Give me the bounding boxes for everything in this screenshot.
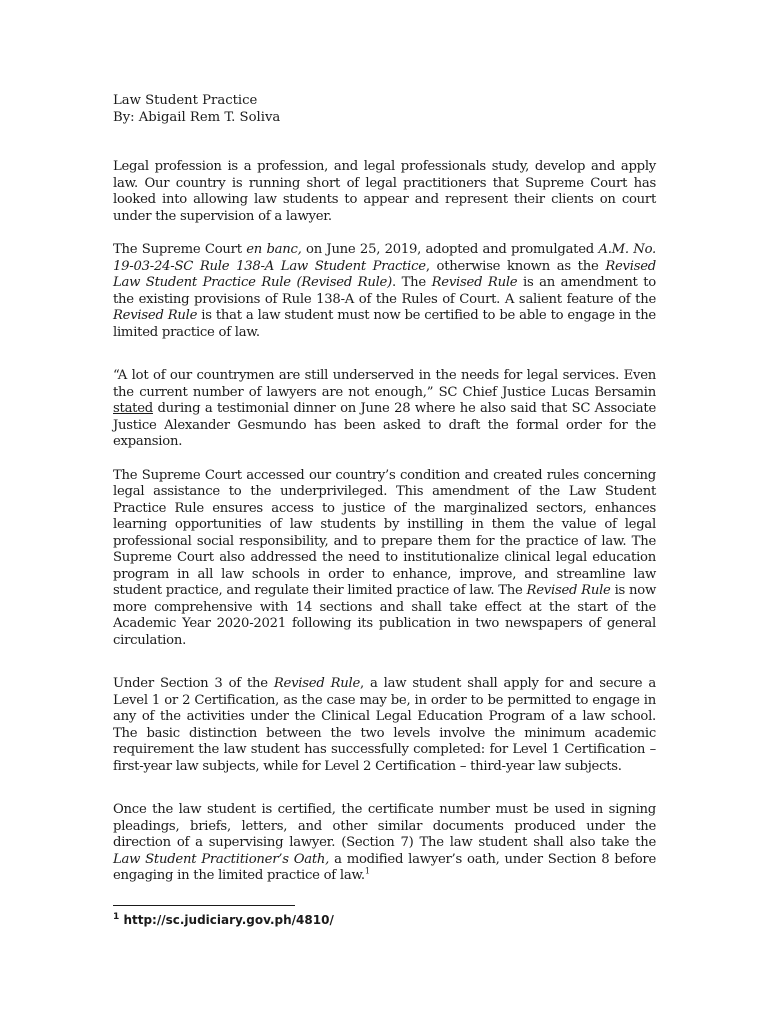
document-body <box>113 92 656 885</box>
paragraph-4: The Supreme Court accessed our country’s condition and created rules concerning legal assistance to the underprivileged. This amendment of the Law Student Practice Rule ensures access to justice of the marginalized sectors, enhances learning opportunities of law students by instilling in them the value of legal professional social responsibility, and to prepare them for the practice of law. The Supreme Court also addressed the need to institutionalize clinical legal education program in all law schools in order to enhance, improve, and streamline law student practice, and regulate their limited practice of law. The Revised Rule is now more comprehensive with 14 sections and shall take effect at the start of the Academic Year 2020-2021 following its publication in two newspapers of general circulation. <box>113 467 656 648</box>
paragraph-1: Legal profession is a profession, and legal professionals study, develop and apply law. Our country is running short of legal practitioners that Supreme Court has looked into allowing law students to appear and represent their clients on court under the supervision of a lawyer. <box>113 159 656 224</box>
paragraph-6: Once the law student is certified, the certificate number must be used in signing pleadings, briefs, letters, and other similar documents produced under the direction of a supervising lawyer. (Section 7) The law student shall also take the Law Student Practitioner’s Oath, a modified lawyer’s oath, under Section 8 before engaging in the limited practice of law.$^1$ <box>113 802 657 883</box>
footnote <box>113 912 334 927</box>
document-title: Law Student Practice <box>113 93 258 108</box>
footnote-ref[interactable]: 1 <box>364 866 370 876</box>
document-author: By: Abigail Rem T. Soliva <box>113 110 281 125</box>
footnote-divider <box>113 905 295 906</box>
stated-link[interactable]: stated <box>113 401 153 416</box>
paragraph-2: The Supreme Court en banc, on June 25, 2019, adopted and promulgated A.M. No. 19-03-24-SC Rule 138-A Law Student Practice, otherwise known as the Revised Law Student Practice Rule (Revised Rule). The Revised Rule is an amendment to the existing provisions of Rule 138-A of the Rules of Court. A salient feature of the Revised Rule is that a law student must now be certified to be able to engage in the limited practice of law. <box>113 242 656 340</box>
paragraph-5: Under Section 3 of the Revised Rule, a law student shall apply for and secure a Level 1 or 2 Certification, as the case may be, in order to be permitted to engage in any of the activities under the Clinical Legal Education Program of a law school. The basic distinction between the two levels involve the minimum academic requirement the law student has successfully completed: for Level 1 Certification – first-year law subjects, while for Level 2 Certification – third-year law subjects. <box>113 676 656 774</box>
footnote-url[interactable]: http://sc.judiciary.gov.ph/4810/ <box>119 913 334 927</box>
footnote-number: 1 <box>113 912 120 922</box>
paragraph-3: “A lot of our countrymen are still underserved in the needs for legal services. Even the current number of lawyers are not enough,” SC Chief Justice Lucas Bersamin stated during a testimonial dinner on June 28 where he also said that SC Associate Justice Alexander Gesmundo has been asked to draft the formal order for the expansion. <box>113 368 656 449</box>
